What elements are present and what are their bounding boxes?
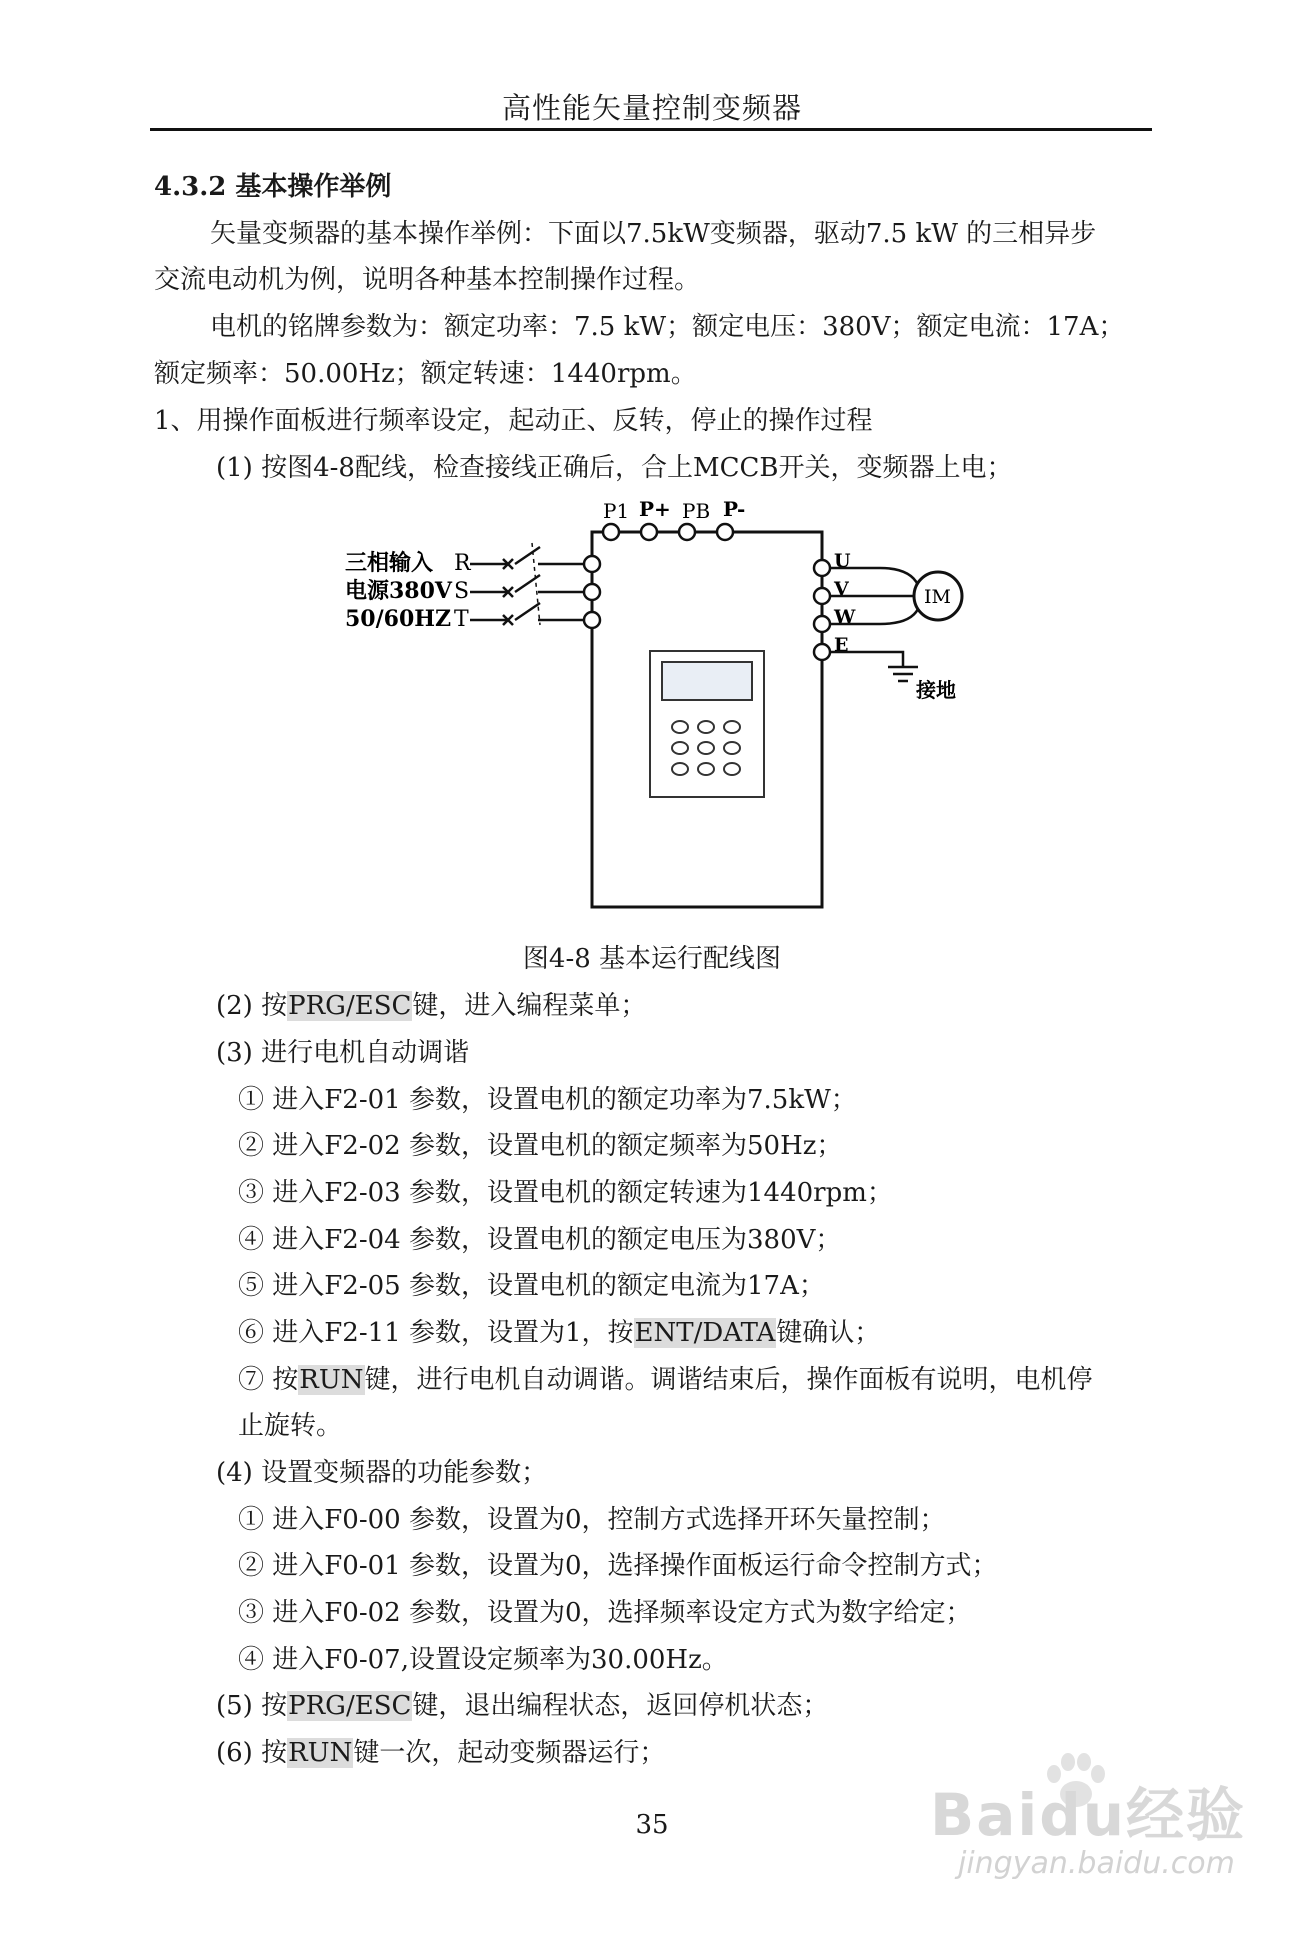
input-label: 三相输入 bbox=[345, 550, 434, 576]
step-3-4: ④ 进入F2-04 参数，设置电机的额定电压为380V； bbox=[238, 1225, 842, 1255]
mccb-switch bbox=[470, 543, 584, 625]
step-6: (6) 按RUN键一次，起动变频器运行； bbox=[216, 1738, 666, 1768]
step-line: (1) 按图4-8配线，检查接线正确后，合上MCCB开关，变频器上电； bbox=[216, 453, 1013, 483]
ground-label: 接地 bbox=[916, 678, 956, 702]
phase-label-t: T bbox=[454, 607, 469, 632]
nameplate-line: 额定频率：50.00Hz；额定转速：1440rpm。 bbox=[154, 359, 697, 389]
step-3-1: ① 进入F2-01 参数，设置电机的额定功率为7.5kW； bbox=[238, 1085, 857, 1115]
input-label: 电源380V bbox=[345, 578, 452, 604]
nameplate-line: 电机的铭牌参数为：额定功率：7.5 kW；额定电压：380V；额定电流：17A； bbox=[210, 312, 1125, 342]
step-3: (3) 进行电机自动调谐 bbox=[216, 1038, 470, 1068]
step-3-6: ⑥ 进入F2-11 参数，设置为1，按ENT/DATA键确认； bbox=[238, 1318, 881, 1348]
step-4-1: ① 进入F0-00 参数，设置为0，控制方式选择开环矢量控制； bbox=[238, 1505, 946, 1535]
step-3-7: ⑦ 按RUN键，进行电机自动调谐。调谐结束后，操作面板有说明，电机停 bbox=[238, 1365, 1093, 1395]
motor-label: IM bbox=[924, 586, 951, 608]
figure-caption: 图4-8 基本运行配线图 bbox=[522, 944, 782, 974]
output-label-v: V bbox=[834, 578, 849, 600]
step-3-3: ③ 进入F2-03 参数，设置电机的额定转速为1440rpm； bbox=[238, 1178, 893, 1208]
output-label-w: W bbox=[834, 606, 856, 628]
output-label-u: U bbox=[834, 550, 851, 572]
watermark-logo: Baidu经验 bbox=[930, 1781, 1247, 1849]
step-2: (2) 按PRG/ESC键，进入编程菜单； bbox=[216, 991, 647, 1021]
header-rule bbox=[150, 128, 1152, 131]
section-heading: 4.3.2 基本操作举例 bbox=[154, 172, 392, 202]
phase-label-s: S bbox=[454, 579, 470, 604]
terminal-label-pplus: P+ bbox=[639, 497, 671, 521]
item-title: 1、用操作面板进行频率设定，起动正、反转，停止的操作过程 bbox=[154, 406, 873, 436]
step-4-3: ③ 进入F0-02 参数，设置为0，选择频率设定方式为数字给定； bbox=[238, 1598, 972, 1628]
wiring-diagram bbox=[320, 485, 1000, 925]
step-3-7-cont: 止旋转。 bbox=[238, 1411, 343, 1441]
step-3-2: ② 进入F2-02 参数，设置电机的额定频率为50Hz； bbox=[238, 1131, 843, 1161]
intro-line: 交流电动机为例，说明各种基本控制操作过程。 bbox=[154, 265, 701, 295]
step-4-4: ④ 进入F0-07,设置设定频率为30.00Hz。 bbox=[238, 1645, 728, 1675]
header-title: 高性能矢量控制变频器 bbox=[501, 91, 802, 125]
key-prg-esc: PRG/ESC bbox=[288, 991, 412, 1021]
key-run: RUN bbox=[288, 1738, 353, 1768]
intro-line: 矢量变频器的基本操作举例：下面以7.5kW变频器，驱动7.5 kW 的三相异步 bbox=[210, 219, 1097, 249]
terminal-label-pb: PB bbox=[682, 499, 711, 523]
step-5: (5) 按PRG/ESC键，退出编程状态，返回停机状态； bbox=[216, 1691, 829, 1721]
output-label-e: E bbox=[834, 634, 849, 656]
step-4-2: ② 进入F0-01 参数，设置为0，选择操作面板运行命令控制方式； bbox=[238, 1551, 998, 1581]
phase-label-r: R bbox=[454, 551, 471, 576]
key-prg-esc: PRG/ESC bbox=[288, 1691, 412, 1721]
input-terminals bbox=[584, 556, 600, 628]
step-4: (4) 设置变频器的功能参数； bbox=[216, 1458, 548, 1488]
watermark-url: jingyan.baidu.com bbox=[958, 1846, 1235, 1881]
input-label: 50/60HZ bbox=[345, 606, 452, 632]
key-ent-data: ENT/DATA bbox=[634, 1318, 776, 1348]
step-3-5: ⑤ 进入F2-05 参数，设置电机的额定电流为17A； bbox=[238, 1271, 825, 1301]
keypad-panel bbox=[650, 651, 764, 797]
key-run: RUN bbox=[299, 1365, 364, 1395]
page-number: 35 bbox=[635, 1810, 669, 1840]
terminal-label-pminus: P- bbox=[723, 497, 746, 521]
terminal-label-p1: P1 bbox=[603, 499, 630, 523]
